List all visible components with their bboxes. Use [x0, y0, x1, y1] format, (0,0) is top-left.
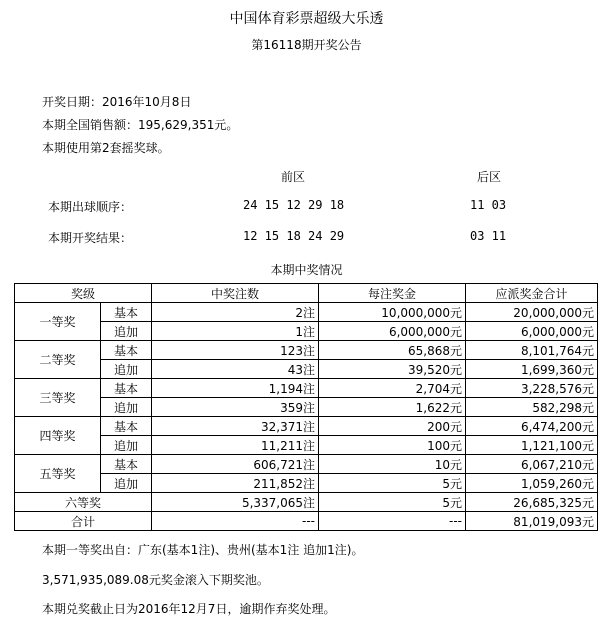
- ball-set-note: 本期使用第2套摇奖球。: [42, 141, 170, 155]
- count-cell: 1注: [152, 322, 319, 341]
- table-row: [15, 360, 598, 379]
- table-row: [15, 436, 598, 455]
- type-cell: 基本: [101, 341, 152, 360]
- type-cell: 追加: [101, 360, 152, 379]
- prize-cell: 6,000,000元: [319, 322, 466, 341]
- draw-result-back: 03 11: [470, 229, 507, 243]
- type-cell: 追加: [101, 398, 152, 417]
- prize-cell: 200元: [319, 417, 466, 436]
- prize-cell: 10,000,000元: [319, 303, 466, 322]
- count-cell: 32,371注: [152, 417, 319, 436]
- count-cell: 359注: [152, 398, 319, 417]
- back-zone-label: 后区: [477, 170, 502, 184]
- draw-order-label: 本期出球顺序：: [48, 200, 133, 214]
- prize-cell: 65,868元: [319, 341, 466, 360]
- table-row: [15, 417, 598, 436]
- count-cell: 43注: [152, 360, 319, 379]
- type-cell: 基本: [101, 455, 152, 474]
- level-cell: 六等奖: [15, 493, 152, 512]
- count-cell: 5,337,065注: [152, 493, 319, 512]
- issue-subtitle: 第16118期开奖公告: [251, 38, 362, 52]
- draw-order-front: 24 15 12 29 18: [243, 198, 345, 212]
- table-row: [15, 341, 598, 360]
- prize-cell: 5元: [319, 493, 466, 512]
- prize-cell: 39,520元: [319, 360, 466, 379]
- draw-order-back: 11 03: [470, 198, 507, 212]
- count-cell: ---: [152, 512, 319, 531]
- prize-table: [14, 283, 598, 531]
- draw-result-front: 12 15 18 24 29: [243, 229, 345, 243]
- first-prize-origin: 本期一等奖出自：广东(基本1注)、贵州(基本1注 追加1注)。: [42, 543, 364, 557]
- level-cell: 三等奖: [15, 379, 101, 417]
- header-level: 奖级: [15, 284, 152, 303]
- level-cell: 四等奖: [15, 417, 101, 455]
- count-cell: 11,211注: [152, 436, 319, 455]
- table-row: [15, 322, 598, 341]
- table-row: [15, 398, 598, 417]
- total-cell: 8,101,764元: [466, 341, 598, 360]
- type-cell: 基本: [101, 417, 152, 436]
- table-row: [15, 303, 598, 322]
- table-row: [15, 455, 598, 474]
- total-cell: 3,228,576元: [466, 379, 598, 398]
- header-prize: 每注奖金: [319, 284, 466, 303]
- total-cell: 1,699,360元: [466, 360, 598, 379]
- type-cell: 追加: [101, 436, 152, 455]
- table-row: [15, 493, 598, 512]
- total-cell: 1,059,260元: [466, 474, 598, 493]
- prize-cell: 100元: [319, 436, 466, 455]
- count-cell: 2注: [152, 303, 319, 322]
- header-count: 中奖注数: [152, 284, 319, 303]
- draw-result-label: 本期开奖结果：: [48, 231, 133, 245]
- level-cell: 五等奖: [15, 455, 101, 493]
- claim-deadline: 本期兑奖截止日为2016年12月7日，逾期作弃奖处理。: [42, 602, 336, 616]
- total-cell: 81,019,093元: [466, 512, 598, 531]
- table-row: [15, 474, 598, 493]
- prize-cell: 1,622元: [319, 398, 466, 417]
- level-cell: 二等奖: [15, 341, 101, 379]
- type-cell: 追加: [101, 474, 152, 493]
- total-cell: 20,000,000元: [466, 303, 598, 322]
- count-cell: 1,194注: [152, 379, 319, 398]
- prize-cell: 5元: [319, 474, 466, 493]
- total-cell: 1,121,100元: [466, 436, 598, 455]
- table-row: [15, 379, 598, 398]
- front-zone-label: 前区: [281, 170, 306, 184]
- type-cell: 基本: [101, 379, 152, 398]
- prize-cell: 10元: [319, 455, 466, 474]
- table-total-row: [15, 512, 598, 531]
- table-header-row: [15, 284, 598, 303]
- jackpot-rollover: 3,571,935,089.08元奖金滚入下期奖池。: [42, 573, 269, 587]
- sum-label: 合计: [15, 512, 152, 531]
- prize-table-caption: 本期中奖情况: [270, 263, 343, 277]
- count-cell: 123注: [152, 341, 319, 360]
- prize-cell: 2,704元: [319, 379, 466, 398]
- prize-cell: ---: [319, 512, 466, 531]
- header-total: 应派奖金合计: [466, 284, 598, 303]
- total-cell: 6,067,210元: [466, 455, 598, 474]
- page-title: 中国体育彩票超级大乐透: [229, 11, 384, 27]
- total-cell: 582,298元: [466, 398, 598, 417]
- level-cell: 一等奖: [15, 303, 101, 341]
- total-cell: 6,000,000元: [466, 322, 598, 341]
- total-cell: 26,685,325元: [466, 493, 598, 512]
- draw-date: 开奖日期：2016年10月8日: [42, 95, 192, 109]
- sales-amount: 本期全国销售额：195,629,351元。: [42, 118, 239, 132]
- count-cell: 211,852注: [152, 474, 319, 493]
- type-cell: 基本: [101, 303, 152, 322]
- type-cell: 追加: [101, 322, 152, 341]
- total-cell: 6,474,200元: [466, 417, 598, 436]
- count-cell: 606,721注: [152, 455, 319, 474]
